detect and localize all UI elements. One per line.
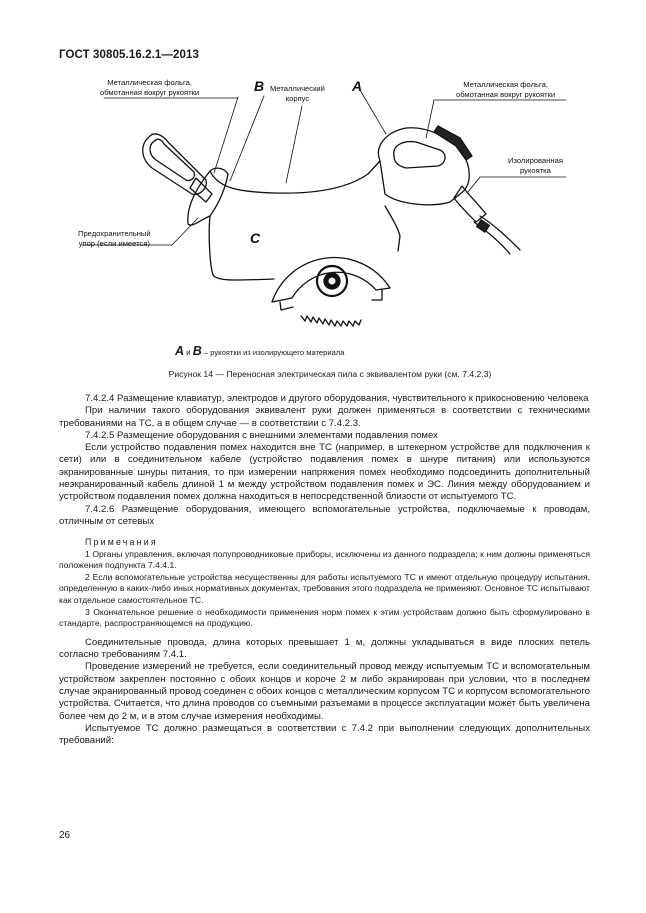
figure-caption: Рисунок 14 — Переносная электрическая пила с эквивалентом руки (см. 7.4.2.3) [168,369,492,379]
label-metal-body-line1: Металлический [270,84,325,93]
label-metal-foil-left [100,78,199,98]
paragraph-7-4-2-6: 7.4.2.6 Размещение оборудования, имеющего вспомогательные устройства, подключаемые к проводам, отличным от сетевых [59,503,590,527]
paragraph: Испытуемое ТС должно размещаться в соответствии с 7.4.2 при выполнении следующих дополнительных требований: [59,722,590,747]
figure-legend [175,344,344,358]
note-item: 2 Если вспомогательные устройства несущественны для работы испытуемого ТС и имеют отдельную процедуру испытания, определенную в каких-либо иных нормативных документах, требования этого подраздела не применяют. Основное ТС испытывают как отдельное самостоятельное ТС. [59,571,590,605]
page-number: 26 [59,830,71,841]
label-safety-guard [78,229,151,249]
label-letter-c: C [250,230,261,246]
note-item: 1 Органы управления, включая полупроводниковые приборы, исключены из данного подраздела; к ним должны применяться положения подпункта 7.4.4.1. [59,548,590,571]
label-metal-foil-left-line1: Металлическая фольга, [107,78,192,87]
legend-and: и [186,348,191,357]
label-metal-foil-right-line2: обмотанная вокруг рукоятки [456,90,556,99]
label-insulated-handle [508,156,563,176]
saw-drawing [60,76,600,366]
body-text [59,393,590,747]
label-letter-a: A [352,78,363,94]
paragraph-7-4-2-5: 7.4.2.5 Размещение оборудования с внешними элементами подавления помех [85,429,438,441]
paragraph: При наличии такого оборудования эквивалент руки должен применяться в соответствии с техническими требованиями на ТС, а в общем случае — в соответствии с 7.4.2.3. [59,405,590,429]
label-letter-b: B [254,78,265,94]
label-metal-body [270,84,325,104]
notes-heading: Примечания [85,537,158,548]
label-safety-guard-line1: Предохранительный [78,229,151,238]
legend-text: – рукоятки из изолирующего материала [203,348,345,357]
note-item: 3 Окончательное решение о необходимости применения норм помех к этим устройствам должно быть сформулировано в стандарте, распространяющемся на продукцию. [59,606,590,629]
label-metal-foil-left-line2: обмотанная вокруг рукоятки [100,88,200,97]
label-insulated-handle-line1: Изолированная [508,156,563,165]
legend-letter-a: A [175,344,185,358]
document-header: ГОСТ 30805.16.2.1—2013 [59,49,199,61]
label-metal-body-line2: корпус [285,94,310,103]
legend-letter-b: B [192,344,202,358]
figure-electric-saw [60,76,600,366]
label-metal-foil-right-line1: Металлическая фольга, [463,80,548,89]
paragraph-7-4-2-4: 7.4.2.4 Размещение клавиатур, электродов и другого оборудования, чувствительного к прикосновению человека [85,393,589,404]
paragraph: Проведение измерений не требуется, если соединительный провод между испытуемым ТС и вспомогательным устройством закреплен постоянно с обоих концов и короче 2 м либо экранирован при условии, что в последнем случае экранированный провод соединен с обоих концов с металлическим корпусом ТС и корпусом вспомогательного устройства. Считается, что длина проводов со съемными разъемами в процессе эксплуатации может быть увеличена более чем до 2 м, и в этом случае измерения необходимы. [59,661,590,722]
label-metal-foil-right [456,80,555,100]
label-safety-guard-line2: упор (если имеется) [78,239,150,248]
label-insulated-handle-line2: рукоятка [520,166,551,175]
paragraph: Соединительные провода, длина которых превышает 1 м, должны укладываться в виде плоских петель согласно требованиям 7.4.1. [59,636,590,661]
paragraph: Если устройство подавления помех находится вне ТС (например, в штекерном устройстве для подключения к сети) или в соединительном кабеле (устройство подавления помех в шнуре питания) или используются экранированные шнуры питания, то при измерении напряжения помех необходимо подсоединить дополнительный неэкранированный кабель длиной 1 м между устройством подавления помех и ЭС. Линия между оборудованием и устройством подавления помех должна находиться в непосредственной близости от испытуемого ТС. [59,442,590,503]
